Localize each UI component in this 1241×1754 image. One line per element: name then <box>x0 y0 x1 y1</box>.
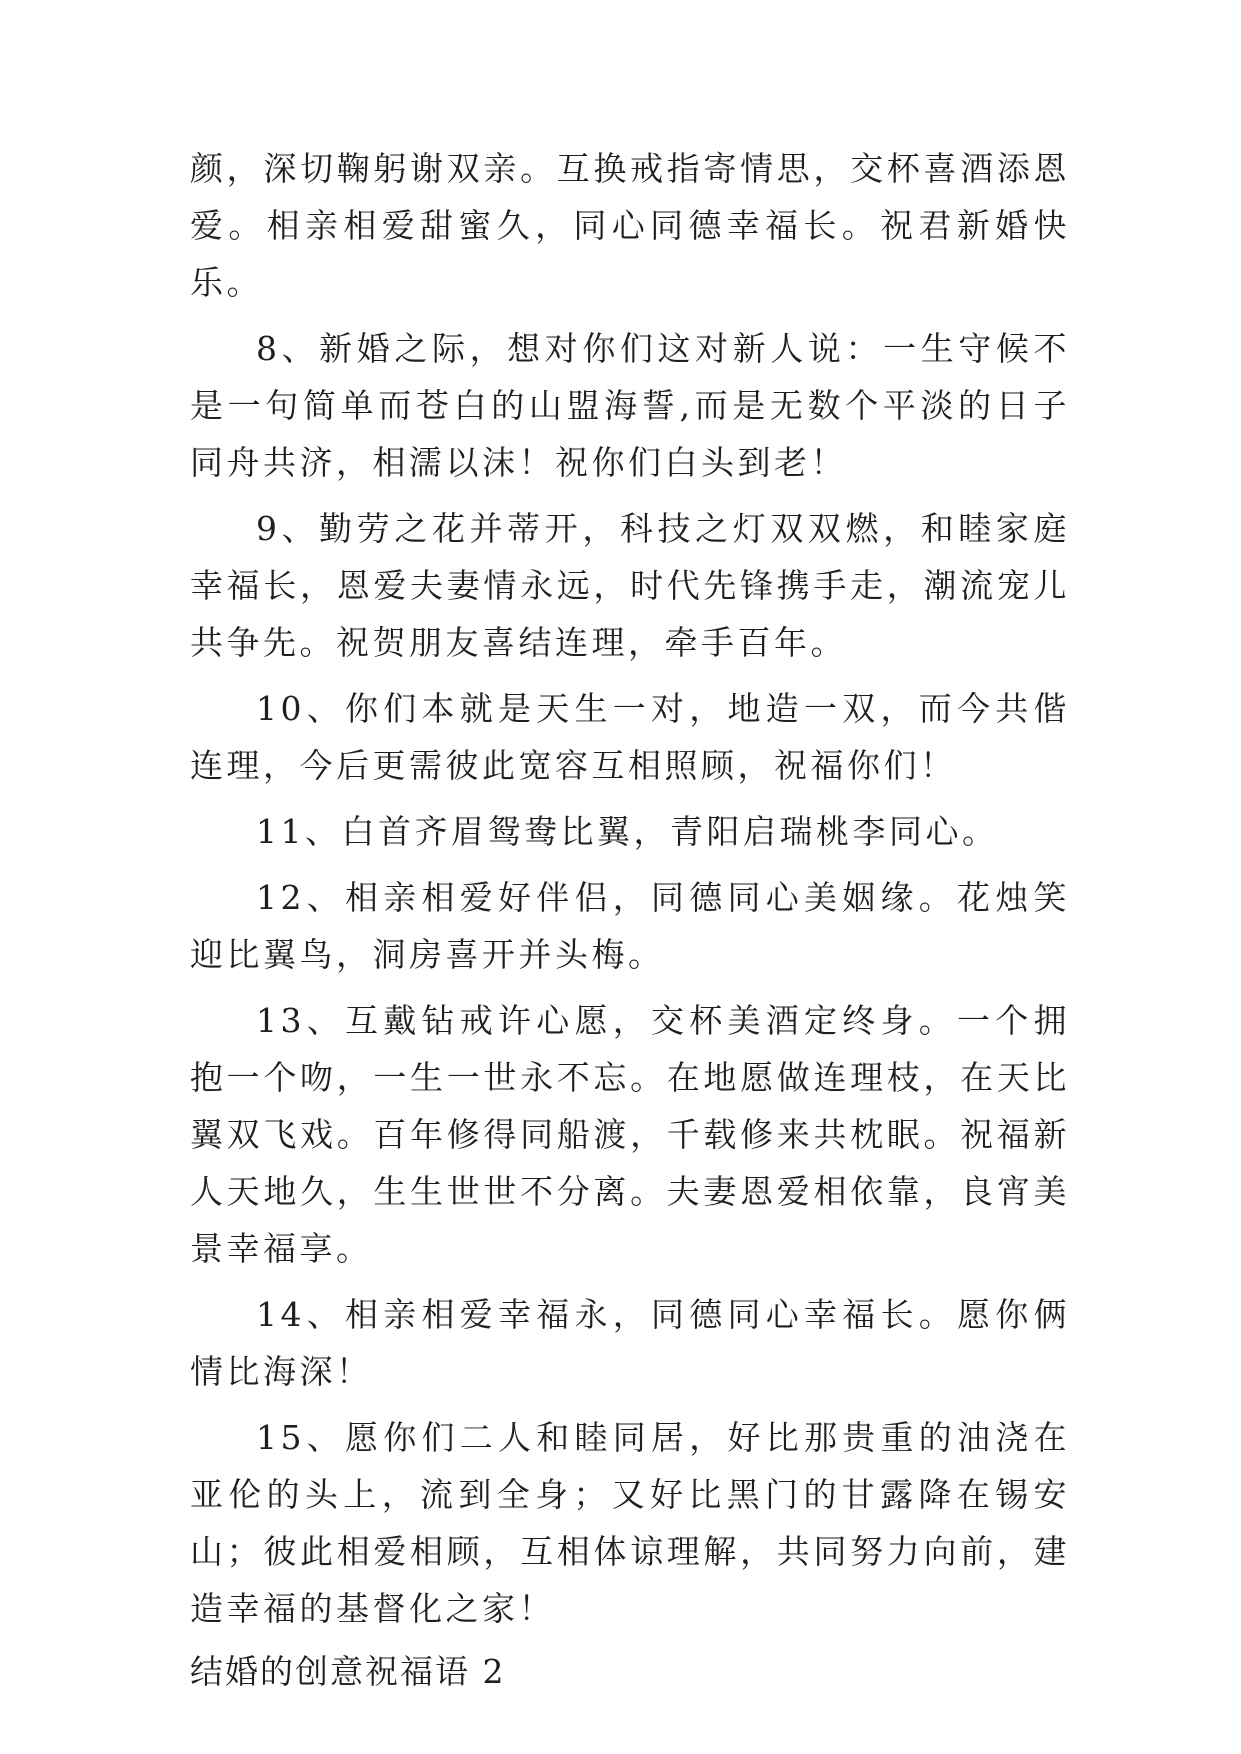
paragraph-item-15: 15、愿你们二人和睦同居，好比那贵重的油浇在亚伦的头上，流到全身；又好比黑门的甘露降在锡安山；彼此相爱相顾，互相体谅理解，共同努力向前，建造幸福的基督化之家！ <box>190 1418 1070 1628</box>
paragraph-item-9: 9、勤劳之花并蒂开，科技之灯双双燃，和睦家庭幸福长，恩爱夫妻情永远，时代先锋携手走，潮流宠儿共争先。祝贺朋友喜结连理，牵手百年。 <box>190 509 1070 662</box>
paragraph-item-13: 13、互戴钻戒许心愿，交杯美酒定终身。一个拥抱一个吻，一生一世永不忘。在地愿做连理枝，在天比翼双飞戏。百年修得同船渡，千载修来共枕眠。祝福新人天地久，生生世世不分离。夫妻恩爱相依靠，良宵美景幸福享。 <box>190 1001 1070 1268</box>
paragraph-item-8: 8、新婚之际，想对你们这对新人说：一生守候不是一句简单而苍白的山盟海誓,而是无数个平淡的日子同舟共济，相濡以沫！祝你们白头到老！ <box>190 329 1070 482</box>
section-heading: 结婚的创意祝福语 2 <box>190 1652 506 1691</box>
paragraph-item-11: 11、白首齐眉鸳鸯比翼，青阳启瑞桃李同心。 <box>256 812 999 851</box>
paragraph-continuation: 颜，深切鞠躬谢双亲。互换戒指寄情思，交杯喜酒添恩爱。相亲相爱甜蜜久，同心同德幸福长。祝君新婚快乐。 <box>190 149 1070 302</box>
document-page <box>190 140 1070 1700</box>
paragraph-item-12: 12、相亲相爱好伴侣，同德同心美姻缘。花烛笑迎比翼鸟，洞房喜开并头梅。 <box>190 878 1070 974</box>
paragraph-item-14: 14、相亲相爱幸福永，同德同心幸福长。愿你俩情比海深！ <box>190 1295 1070 1391</box>
paragraph-item-10: 10、你们本就是天生一对，地造一双，而今共偕连理，今后更需彼此宽容互相照顾，祝福你们！ <box>190 689 1070 785</box>
